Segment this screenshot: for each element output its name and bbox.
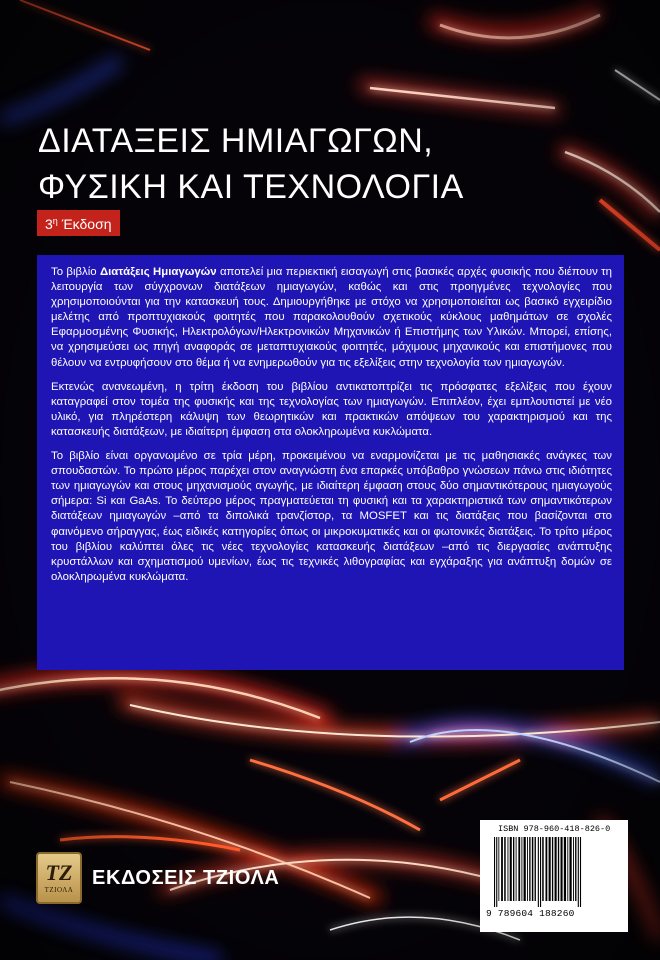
edition-label: Έκδοση <box>57 216 112 232</box>
blurb-book-name: Διατάξεις Ημιαγωγών <box>99 266 217 278</box>
publisher-block <box>36 852 279 904</box>
edition-number: 3 <box>45 216 53 232</box>
barcode-bar <box>564 837 566 901</box>
barcode-bar <box>518 837 520 901</box>
publisher-logo <box>36 852 82 904</box>
barcode-bar <box>494 837 495 907</box>
barcode-bar <box>508 837 509 901</box>
back-cover-blurb <box>37 255 624 670</box>
book-title-line-1: ΔΙΑΤΑΞΕΙΣ ΗΜΙΑΓΩΓΩΝ, <box>38 122 434 160</box>
publisher-logo-name: ΤΖΙΟΛΑ <box>44 886 74 894</box>
barcode-bar <box>578 837 579 907</box>
blurb-paragraph-2: Εκτενώς ανανεωμένη, η τρίτη έκδοση του βιβλίου αντικατοπτρίζει τις πρόσφατες εξελίξεις που έχουν καταγραφεί στον τομέα της φυσικής και της τεχνολογίας των ημιαγωγών. Επιπλέον, έχει εμπλουτιστεί με νέο υλικό, για πληρέστερη κάλυψη των θεωρητικών και πρακτικών απόψεων του χαρακτηρισμού και της κατασκευής διατάξεων, με ιδιαίτερη έμφαση στα ολοκληρωμένα κυκλώματα. <box>51 380 612 438</box>
barcode-bar <box>521 837 522 901</box>
barcode-bar <box>542 837 544 901</box>
barcode-bar <box>546 837 548 901</box>
book-title-line-2: ΦΥΣΙΚΗ ΚΑΙ ΤΕΧΝΟΛΟΓΙΑ <box>38 168 464 206</box>
edition-superscript: η <box>52 216 58 226</box>
barcode-bar <box>516 837 517 901</box>
barcode-bar <box>513 837 514 901</box>
barcode-bar <box>540 837 541 907</box>
barcode-bar <box>501 837 503 901</box>
barcode-bar <box>575 837 576 901</box>
isbn-text: ISBN 978-960-418-826-0 <box>498 824 611 834</box>
barcode-bar <box>538 837 539 907</box>
barcode-bar <box>558 837 559 901</box>
barcode-bar <box>510 837 512 901</box>
barcode-bar <box>567 837 568 901</box>
barcode-bar <box>549 837 551 901</box>
barcode-bar <box>569 837 571 901</box>
blurb-paragraph-1 <box>51 265 612 371</box>
barcode-bar <box>535 837 536 901</box>
barcode-bar <box>498 837 499 901</box>
blurb-paragraph-3: Το βιβλίο είναι οργανωμένο σε τρία μέρη, προκειμένου να εναρμονίζεται με τις μαθησιακές ανάγκες των σπουδαστών. Το πρώτο μέρος παρέχει στον αναγνώστη ένα επαρκές υπόβαθρο γνώσεων πάνω στις ιδιότητες των ημιαγωγών και στους μηχανισμούς αγωγής, με ιδιαίτερη έμφαση στους δύο σημαντικότερους ημιαγωγούς σήμερα: Si και GaAs. Το δεύτερο μέρος πραγματεύεται τη φυσική και τα χαρακτηριστικά των σημαντικότερων διατάξεων ημιαγωγών –από τα διπολικά τρανζίστορ, τα MOSFET και τις διατάξεις που βασίζονται στο φαινόμενο σήραγγας, έως ειδικές κατηγορίες όπως οι μικροκυματικές και οι φωτονικές διατάξεις. Το τρίτο μέρος του βιβλίου καλύπτει όλες τις νέες τεχνολογίες κατασκευής διατάξεων –από τις διεργασίες ανάπτυξης κρυστάλλων και σχηματισμού υμενίων, έως τις τεχνικές λιθογραφίας και εγχάραξης για ανάπτυξη δομών σε ολοκληρωμένα κυκλώματα. <box>51 450 612 583</box>
blurb-p1-rest: αποτελεί μια περιεκτική εισαγωγή στις βασικές αρχές φυσικής που διέπουν τη λειτουργία των σύγχρονων διατάξεων ημιαγωγών, καθώς και στις προηγμένες τεχνολογίες που χρησιμοποιούνται για την κατασκευή τους. Δημιουργήθηκε με στόχο να χρησιμοποιείται ως βασικό εγχειρίδιο μελέτης από προπτυχιακούς φοιτητές που παρακολουθούν σχετικούς κύκλους μαθημάτων σε σχολές Εφαρμοσμένης Φυσικής, Ηλεκτρολόγων/Ηλεκτρονικών Μηχανικών ή Επιστήμης των Υλικών. Μπορεί, επίσης, να χρησιμεύσει ως πηγή αναφοράς σε μεταπτυχιακούς φοιτητές, μάχιμους μηχανικούς και επιστήμονες που θέλουν να εντρυφήσουν στο θέμα ή να ενημερωθούν για τις εξελίξεις στην τεχνολογία των ημιαγωγών. <box>51 266 612 369</box>
barcode-bar <box>552 837 553 901</box>
barcode-bar <box>532 837 534 901</box>
publisher-name: ΕΚΔΟΣΕΙΣ ΤΖΙΟΛΑ <box>92 866 280 889</box>
publisher-logo-letters: TZ <box>45 860 73 885</box>
barcode-bar <box>524 837 526 901</box>
barcode-bar <box>573 837 574 901</box>
edition-badge <box>37 210 120 236</box>
barcode-bar <box>529 837 530 901</box>
barcode-bar <box>555 837 557 901</box>
barcode-bar <box>561 837 563 901</box>
barcode-digits: 9 789604 188260 <box>486 908 575 919</box>
barcode-bar <box>504 837 506 901</box>
book-title <box>38 118 598 210</box>
barcode-bars <box>486 837 622 907</box>
blurb-p1-start: Το βιβλίο <box>51 266 100 278</box>
barcode-bar <box>496 837 497 907</box>
isbn-barcode <box>480 820 628 932</box>
barcode-bar <box>580 837 581 907</box>
barcode-bar <box>527 837 528 901</box>
